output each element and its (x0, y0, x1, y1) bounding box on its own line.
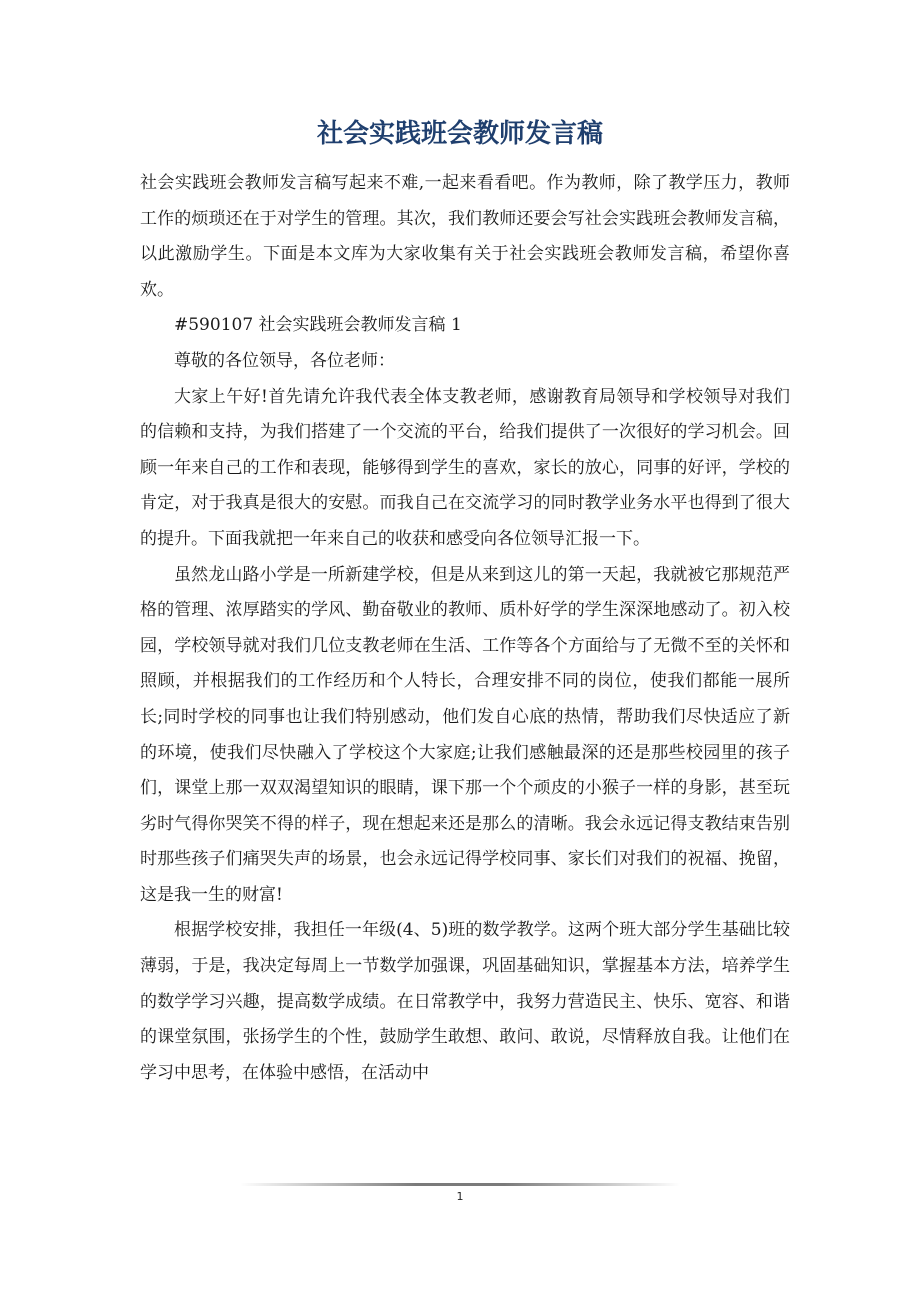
paragraph: 大家上午好!首先请允许我代表全体支教老师，感谢教育局领导和学校领导对我们的信赖和支持，为我们搭建了一个交流的平台，给我们提供了一次很好的学习机会。回顾一年来自己的工作和表现，能够得到学生的喜欢，家长的放心，同事的好评，学校的肯定，对于我真是很大的安慰。而我自己在交流学习的同时教学业务水平也得到了很大的提升。下面我就把一年来自己的收获和感受向各位领导汇报一下。 (140, 386, 790, 549)
paragraph: 虽然龙山路小学是一所新建学校，但是从来到这儿的第一天起，我就被它那规范严格的管理、浓厚踏实的学风、勤奋敬业的教师、质朴好学的学生深深地感动了。初入校园，学校领导就对我们几位支教老师在生活、工作等各个方面给与了无微不至的关怀和照顾，并根据我们的工作经历和个人特长，合理安排不同的岗位，使我们都能一展所长;同时学校的同事也让我们特别感动，他们发自心底的热情，帮助我们尽快适应了新的环境，使我们尽快融入了学校这个大家庭;让我们感触最深的还是那些校园里的孩子们，课堂上那一双双渴望知识的眼睛，课下那一个个顽皮的小猴子一样的身影，甚至玩劣时气得你哭笑不得的样子，现在想起来还是那么的清晰。我会永远记得支教结束告别时那些孩子们痛哭失声的场景，也会永远记得学校同事、家长们对我们的祝福、挽留，这是我一生的财富! (140, 564, 790, 905)
page-number: 1 (456, 1190, 464, 1203)
paragraph-salutation: 尊敬的各位领导，各位老师： (174, 350, 395, 371)
paragraph-intro: 社会实践班会教师发言稿写起来不难,一起来看看吧。作为教师，除了教学压力，教师工作的烦琐还在于对学生的管理。其次，我们教师还要会写社会实践班会教师发言稿，以此激励学生。下面是本文库为大家收集有关于社会实践班会教师发言稿，希望你喜欢。 (140, 173, 790, 300)
document-body (140, 166, 790, 1091)
document-title: 社会实践班会教师发言稿 (316, 119, 603, 149)
footer-divider (240, 1183, 680, 1186)
paragraph: 根据学校安排，我担任一年级(4、5)班的数学教学。这两个班大部分学生基础比较薄弱，于是，我决定每周上一节数学加强课，巩固基础知识，掌握基本方法，培养学生的数学学习兴趣，提高数学成绩。在日常教学中，我努力营造民主、快乐、宽容、和谐的课堂氛围，张扬学生的个性，鼓励学生敢想、敢问、敢说，尽情释放自我。让他们在学习中思考，在体验中感悟，在活动中 (140, 920, 790, 1083)
paragraph-heading: #590107 社会实践班会教师发言稿 1 (174, 315, 462, 336)
